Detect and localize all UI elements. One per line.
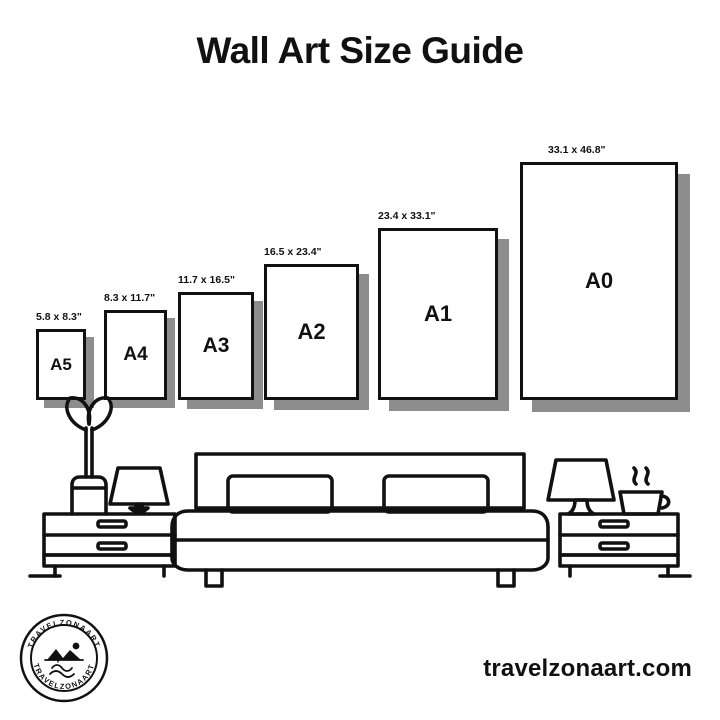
frame-size-label: A2 xyxy=(297,319,326,344)
frame-size-label: A4 xyxy=(123,344,148,365)
brand-logo xyxy=(18,612,110,704)
frame-item-a1 xyxy=(378,210,498,400)
frame-dimension-label: 8.3 x 11.7" xyxy=(104,292,156,304)
frame-box xyxy=(378,228,498,400)
frame-size-label: A0 xyxy=(584,268,614,293)
frame-size-row xyxy=(0,110,720,400)
frame-size-label: A3 xyxy=(202,334,230,357)
svg-text:TRAVELZONAART: TRAVELZONAART xyxy=(31,662,97,692)
website-url: travelzonaart.com xyxy=(483,655,692,682)
frame-dimension-label: 16.5 x 23.4" xyxy=(264,246,322,258)
frame-dimension-label: 5.8 x 8.3" xyxy=(36,311,82,323)
page-title: Wall Art Size Guide xyxy=(196,30,524,71)
right-lamp xyxy=(548,460,614,514)
plant-vase xyxy=(67,398,111,514)
coffee-mug xyxy=(620,468,669,514)
left-lamp xyxy=(110,468,168,511)
frame-dimension-label: 11.7 x 16.5" xyxy=(178,274,235,286)
bed xyxy=(172,454,548,586)
bedroom-illustration xyxy=(0,380,720,610)
frame-size-label: A5 xyxy=(50,354,72,374)
left-nightstand xyxy=(44,514,175,576)
frame-dimension-label: 23.4 x 33.1" xyxy=(378,210,436,222)
frame-size-label: A1 xyxy=(423,301,453,326)
frame-item-a0 xyxy=(520,144,678,400)
frame-dimension-label: 33.1 x 46.8" xyxy=(548,144,606,156)
right-nightstand xyxy=(560,514,678,576)
frame-box xyxy=(520,162,678,400)
svg-text:TRAVELZONAART: TRAVELZONAART xyxy=(25,617,103,650)
